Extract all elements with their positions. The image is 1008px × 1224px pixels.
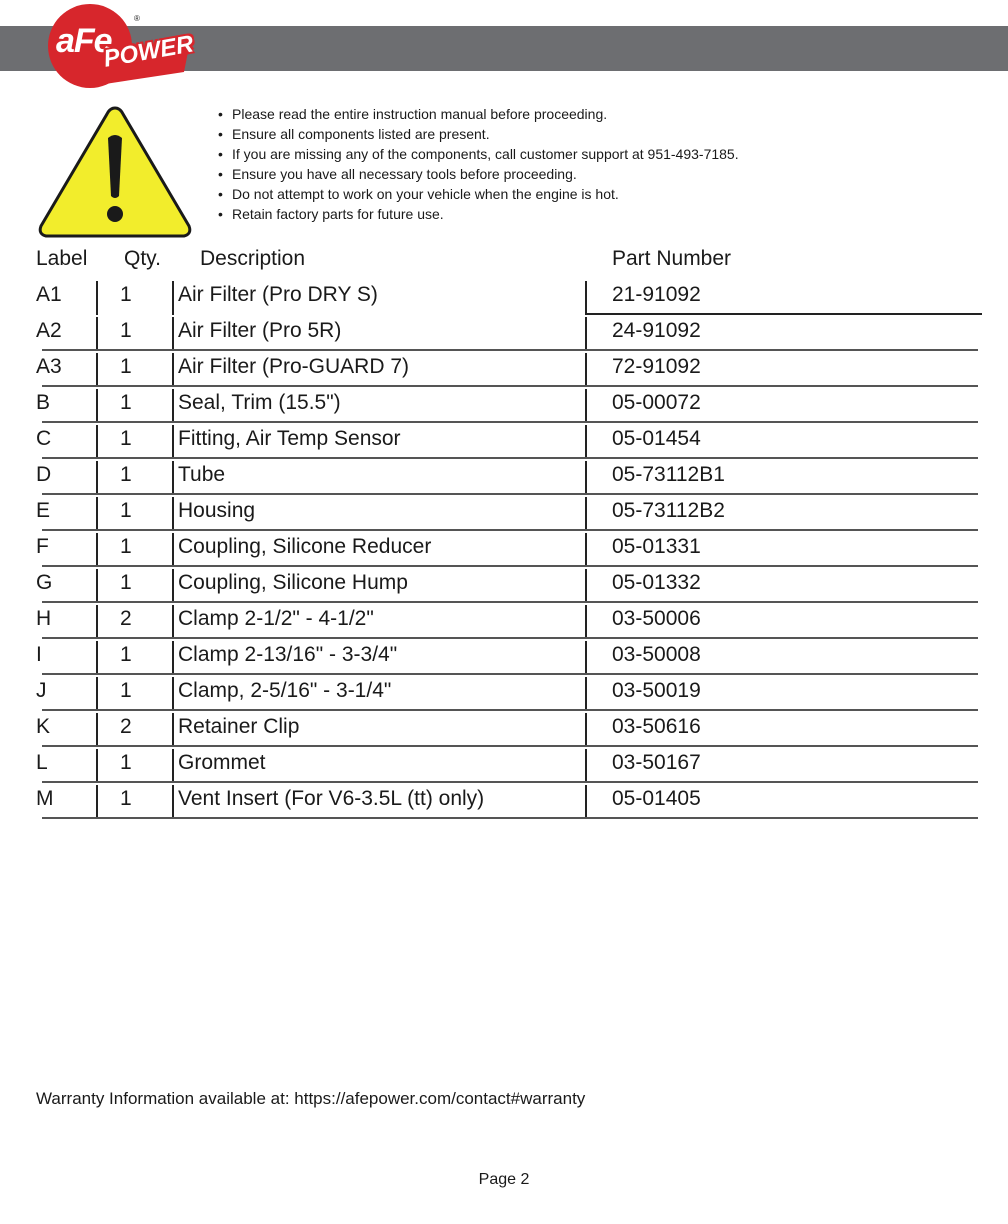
cell-label: A2	[36, 319, 62, 342]
cell-part-number: 03-50019	[612, 679, 701, 702]
table-row	[0, 783, 1008, 819]
cell-qty: 1	[120, 679, 132, 702]
table-row	[0, 495, 1008, 531]
cell-label: M	[36, 787, 54, 810]
cell-label: I	[36, 643, 42, 666]
cell-label: K	[36, 715, 51, 738]
safety-note: • Do not attempt to work on your vehicle when the engine is hot.	[218, 186, 619, 202]
cell-part-number: 05-01331	[612, 535, 701, 558]
cell-description: Retainer Clip	[178, 715, 300, 738]
column-divider	[585, 389, 587, 423]
cell-qty: 1	[120, 427, 132, 450]
cell-part-number: 03-50008	[612, 643, 701, 666]
column-divider	[585, 425, 587, 459]
column-divider	[585, 785, 587, 819]
cell-part-number: 05-01332	[612, 571, 701, 594]
afe-power-logo	[44, 0, 194, 100]
table-row	[0, 603, 1008, 639]
column-divider	[172, 353, 174, 387]
cell-label: C	[36, 427, 52, 450]
cell-description: Clamp 2-1/2" - 4-1/2"	[178, 607, 374, 630]
column-divider	[172, 389, 174, 423]
table-row	[0, 279, 1008, 315]
cell-description: Fitting, Air Temp Sensor	[178, 427, 401, 450]
header-description: Description	[200, 247, 306, 270]
column-divider	[96, 749, 98, 783]
column-divider	[96, 605, 98, 639]
cell-part-number: 03-50616	[612, 715, 701, 738]
logo-power-text: POWER	[101, 30, 196, 73]
cell-part-number: 05-00072	[612, 391, 701, 414]
parts-table-header	[0, 247, 1008, 277]
cell-description: Coupling, Silicone Hump	[178, 571, 408, 594]
table-row	[0, 531, 1008, 567]
column-divider	[172, 317, 174, 351]
safety-note: • If you are missing any of the components, call customer support at 951-493-7185.	[218, 146, 739, 162]
cell-qty: 1	[120, 535, 132, 558]
column-divider	[172, 677, 174, 711]
cell-label: H	[36, 607, 52, 630]
column-divider	[172, 281, 174, 315]
column-divider	[96, 281, 98, 315]
cell-description: Grommet	[178, 751, 266, 774]
cell-part-number: 03-50006	[612, 607, 701, 630]
safety-note: • Retain factory parts for future use.	[218, 206, 444, 222]
cell-label: L	[36, 751, 48, 774]
cell-label: J	[36, 679, 47, 702]
header-part-number: Part Number	[612, 247, 732, 270]
column-divider	[585, 641, 587, 675]
cell-qty: 1	[120, 643, 132, 666]
table-row	[0, 315, 1008, 351]
table-row	[0, 351, 1008, 387]
cell-part-number: 05-73112B2	[612, 499, 725, 522]
cell-label: B	[36, 391, 51, 414]
cell-description: Air Filter (Pro-GUARD 7)	[178, 355, 410, 378]
column-divider	[585, 497, 587, 531]
cell-description: Clamp 2-13/16" - 3-3/4"	[178, 643, 398, 666]
cell-qty: 1	[120, 391, 132, 414]
column-divider	[96, 317, 98, 351]
registered-mark: ®	[134, 14, 140, 23]
cell-part-number: 21-91092	[612, 283, 701, 306]
table-row	[0, 459, 1008, 495]
cell-description: Seal, Trim (15.5")	[178, 391, 341, 414]
table-row	[0, 639, 1008, 675]
column-divider	[172, 497, 174, 531]
column-divider	[96, 713, 98, 747]
cell-qty: 1	[120, 319, 132, 342]
column-divider	[96, 533, 98, 567]
column-divider	[96, 425, 98, 459]
cell-qty: 1	[120, 463, 132, 486]
column-divider	[585, 749, 587, 783]
cell-description: Housing	[178, 499, 256, 522]
column-divider	[585, 281, 587, 315]
column-divider	[96, 641, 98, 675]
column-divider	[585, 569, 587, 603]
column-divider	[172, 533, 174, 567]
column-divider	[172, 425, 174, 459]
table-row	[0, 423, 1008, 459]
logo-afe-text: aFe	[56, 22, 112, 60]
column-divider	[585, 353, 587, 387]
column-divider	[585, 461, 587, 495]
column-divider	[172, 461, 174, 495]
header-qty: Qty.	[124, 247, 161, 270]
warning-icon	[36, 104, 194, 240]
column-divider	[172, 641, 174, 675]
table-row	[0, 387, 1008, 423]
header-label: Label	[36, 247, 88, 270]
parts-table	[0, 279, 1008, 819]
cell-qty: 1	[120, 787, 132, 810]
cell-part-number: 05-73112B1	[612, 463, 725, 486]
column-divider	[96, 497, 98, 531]
column-divider	[96, 389, 98, 423]
cell-part-number: 72-91092	[612, 355, 701, 378]
column-divider	[96, 461, 98, 495]
cell-label: D	[36, 463, 52, 486]
column-divider	[585, 317, 587, 351]
cell-qty: 1	[120, 751, 132, 774]
cell-part-number: 03-50167	[612, 751, 701, 774]
cell-label: E	[36, 499, 51, 522]
cell-description: Clamp, 2-5/16" - 3-1/4"	[178, 679, 392, 702]
cell-label: A3	[36, 355, 62, 378]
table-row	[0, 711, 1008, 747]
cell-description: Air Filter (Pro DRY S)	[178, 283, 378, 306]
cell-qty: 1	[120, 499, 132, 522]
safety-note: • Ensure all components listed are present.	[218, 126, 490, 142]
cell-description: Tube	[178, 463, 226, 486]
column-divider	[585, 677, 587, 711]
cell-description: Coupling, Silicone Reducer	[178, 535, 432, 558]
cell-part-number: 05-01405	[612, 787, 701, 810]
cell-description: Vent Insert (For V6-3.5L (tt) only)	[178, 787, 485, 810]
column-divider	[96, 569, 98, 603]
warranty-info: Warranty Information available at: https://afepower.com/contact#warranty	[36, 1089, 586, 1108]
column-divider	[172, 605, 174, 639]
column-divider	[172, 569, 174, 603]
column-divider	[585, 713, 587, 747]
cell-qty: 1	[120, 571, 132, 594]
safety-notes-list	[218, 104, 739, 224]
table-row	[0, 567, 1008, 603]
cell-qty: 1	[120, 355, 132, 378]
cell-part-number: 05-01454	[612, 427, 701, 450]
column-divider	[585, 533, 587, 567]
cell-label: G	[36, 571, 53, 594]
column-divider	[172, 785, 174, 819]
column-divider	[96, 353, 98, 387]
cell-label: A1	[36, 283, 62, 306]
table-row	[0, 747, 1008, 783]
cell-part-number: 24-91092	[612, 319, 701, 342]
column-divider	[172, 749, 174, 783]
safety-note: • Please read the entire instruction manual before proceeding.	[218, 106, 608, 122]
safety-note: • Ensure you have all necessary tools before proceeding.	[218, 166, 577, 182]
column-divider	[96, 677, 98, 711]
cell-qty: 1	[120, 283, 132, 306]
page-number: Page 2	[478, 1171, 530, 1188]
column-divider	[585, 605, 587, 639]
table-row	[0, 675, 1008, 711]
cell-description: Air Filter (Pro 5R)	[178, 319, 342, 342]
cell-label: F	[36, 535, 49, 558]
column-divider	[172, 713, 174, 747]
column-divider	[96, 785, 98, 819]
cell-qty: 2	[120, 607, 132, 630]
row-rule	[42, 817, 978, 819]
cell-qty: 2	[120, 715, 132, 738]
